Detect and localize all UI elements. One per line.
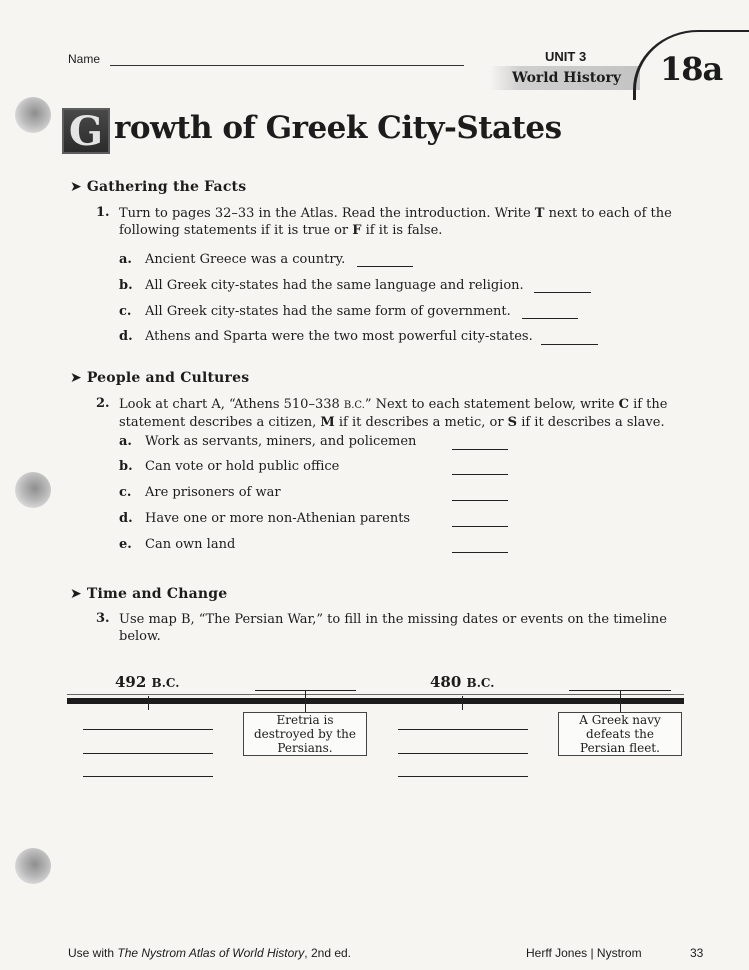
classification-statement: Are prisoners of war <box>145 485 281 500</box>
true-false-statement: Athens and Sparta were the two most powerful city-states. <box>145 329 533 344</box>
unit-number <box>660 50 722 88</box>
timeline-event-blank[interactable] <box>83 776 213 777</box>
answer-blank[interactable] <box>541 344 598 345</box>
arrow-icon: ➤ <box>70 586 82 602</box>
section-heading-gathering <box>70 176 246 195</box>
timeline-tick <box>148 696 149 710</box>
answer-blank[interactable] <box>452 500 508 501</box>
item-letter: b. <box>119 459 133 474</box>
classification-statement: Can vote or hold public office <box>145 459 340 474</box>
item-letter: d. <box>119 511 133 526</box>
page-title: rowth of Greek City-States <box>114 110 562 146</box>
unit-number-text: 18a <box>660 50 723 88</box>
question-number: 1. <box>96 205 110 220</box>
timeline-tick <box>462 696 463 710</box>
timeline-event-box: A Greek navy defeats the Persian fleet. <box>558 712 682 756</box>
binder-hole-middle <box>15 472 51 508</box>
timeline-event-blank[interactable] <box>398 776 528 777</box>
timeline-event-blank[interactable] <box>83 729 213 730</box>
timeline-event-blank[interactable] <box>398 729 528 730</box>
unit-label: UNIT 3 <box>545 49 587 64</box>
answer-blank[interactable] <box>452 449 508 450</box>
title-dropcap: G <box>62 108 110 154</box>
section-title: Gathering the Facts <box>86 179 247 195</box>
arrow-icon: ➤ <box>70 370 82 386</box>
binder-hole-top <box>15 97 51 133</box>
question-number: 3. <box>96 611 110 626</box>
binder-hole-bottom <box>15 848 51 884</box>
classification-statement: Have one or more non-Athenian parents <box>145 511 411 526</box>
section-title: Time and Change <box>86 586 228 602</box>
timeline-bar-outline <box>67 694 684 695</box>
item-letter: a. <box>119 252 132 267</box>
section-heading-people <box>70 367 249 386</box>
timeline-event-box: Eretria is destroyed by the Persians. <box>243 712 367 756</box>
section-title: People and Cultures <box>86 370 250 386</box>
true-false-statement: Ancient Greece was a country. <box>145 252 346 267</box>
item-letter: e. <box>119 537 132 552</box>
question-1-text: Turn to pages 32–33 in the Atlas. Read the introduction. Write T next to each of the following statements if it is true or F if it is false. <box>119 206 672 238</box>
timeline-tick <box>620 690 621 712</box>
name-label: Name <box>68 52 101 66</box>
section-heading-time <box>70 583 227 602</box>
true-false-statement: All Greek city-states had the same language and religion. <box>145 278 524 293</box>
timeline-event-blank[interactable] <box>398 753 528 754</box>
true-false-statement: All Greek city-states had the same form of government. <box>145 304 511 319</box>
question-number: 2. <box>96 396 110 411</box>
question-3-text: Use map B, “The Persian War,” to fill in the missing dates or events on the timeline below. <box>119 612 667 644</box>
answer-blank[interactable] <box>452 474 508 475</box>
answer-blank[interactable] <box>357 266 413 267</box>
footer-source: Use with The Nystrom Atlas of World History, 2nd ed. <box>68 946 352 960</box>
timeline-bar <box>67 698 684 704</box>
page-number: 33 <box>690 946 704 960</box>
answer-blank[interactable] <box>534 292 591 293</box>
name-field[interactable] <box>110 65 464 66</box>
item-letter: c. <box>119 485 132 500</box>
item-letter: a. <box>119 434 132 449</box>
timeline-date-2: 480 B.C. <box>430 673 495 691</box>
question-2-text: Look at chart A, “Athens 510–338 B.C.” Next to each statement below, write C if the statement describes a citizen, M if it describes a metic, or S if it describes a slave. <box>119 397 668 430</box>
timeline-tick <box>305 690 306 712</box>
answer-blank[interactable] <box>452 552 508 553</box>
answer-blank[interactable] <box>452 526 508 527</box>
classification-statement: Can own land <box>145 537 236 552</box>
item-letter: c. <box>119 304 132 319</box>
classification-statement: Work as servants, miners, and policemen <box>145 434 417 449</box>
item-letter: d. <box>119 329 133 344</box>
subject-label: World History <box>512 70 622 86</box>
answer-blank[interactable] <box>522 318 578 319</box>
timeline-date-1: 492 B.C. <box>115 673 180 691</box>
timeline-event-blank[interactable] <box>83 753 213 754</box>
arrow-icon: ➤ <box>70 179 82 195</box>
footer-publisher: Herff Jones | Nystrom <box>526 946 642 960</box>
item-letter: b. <box>119 278 133 293</box>
